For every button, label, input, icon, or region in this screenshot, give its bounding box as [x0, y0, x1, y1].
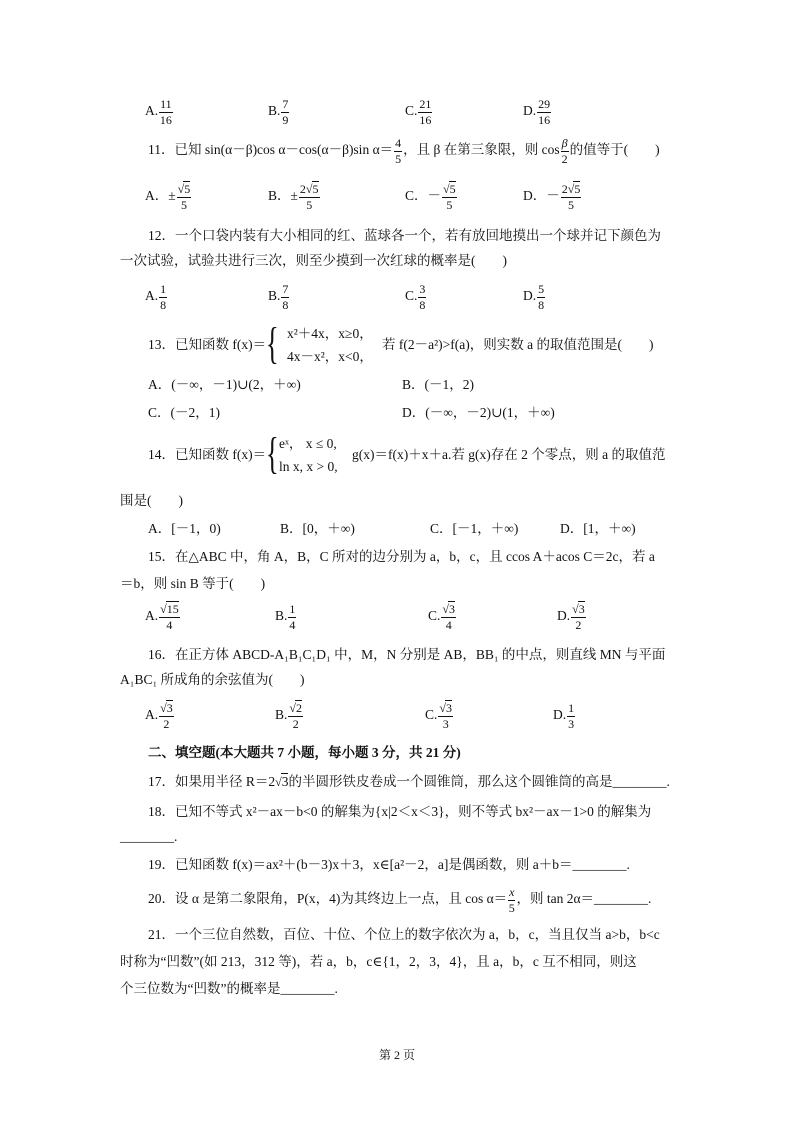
q15-option-d: D. $\frac{√3}{2}$: [557, 602, 585, 632]
q14-option-a: A．[－1，0): [148, 521, 221, 536]
section-heading: 二、填空题(本大题共 7 小题，每小题 3 分，共 21 分): [148, 745, 461, 760]
q13-option-b: B．(－1，2): [402, 377, 474, 392]
q11-option-d: D．－ $\frac{2√5}{5}$: [523, 182, 581, 212]
q15-option-b: B. $\frac{1}{4}$: [275, 602, 296, 632]
q11-option-c: C．－ $\frac{√5}{5}$: [405, 182, 456, 212]
q10-option-d: D. $\frac{29}{16}$: [523, 97, 551, 127]
q16-option-d: D. $\frac{1}{3}$: [553, 701, 575, 731]
q18-line2: ________.: [120, 829, 178, 844]
q12-line1: 12．一个口袋内装有大小相同的红、蓝球各一个，若有放回地摸出一个球并记下颜色为: [148, 228, 661, 243]
q14-stem-prefix: 14．已知函数 f(x)＝: [148, 447, 267, 462]
q15-line1: 15．在△ABC 中，角 A，B，C 所对的边分别为 a，b，c，且 ccos A＋acos C＝2c，若 a: [148, 549, 655, 564]
q16-option-c: C. $\frac{√3}{3}$: [425, 701, 452, 731]
q15-option-c: C. $\frac{√3}{4}$: [428, 602, 455, 632]
q10-option-a: A. $\frac{11}{16}$: [145, 97, 172, 127]
q21-line3: 个三位数为“凹数”的概率是________.: [120, 981, 338, 996]
q10-option-c: C. $\frac{21}{16}$: [405, 97, 432, 127]
q14-case2: ln x, x > 0,: [279, 459, 338, 474]
q17: 17．如果用半径 R＝2√3的半圆形铁皮卷成一个圆锥筒，那么这个圆锥筒的高是________.: [148, 774, 670, 789]
q15-option-a: A. $\frac{√15}{4}$: [145, 602, 179, 632]
q21-line1: 21．一个三位自然数，百位、十位、个位上的数字依次为 a，b，c，当且仅当 a>b，b<c: [148, 927, 660, 942]
q13-option-a: A．(－∞，－1)∪(2，＋∞): [148, 377, 301, 392]
q13-case2: 4x－x²，x<0，: [287, 349, 373, 364]
q12-option-d: D. $\frac{5}{8}$: [523, 282, 545, 312]
q11-option-b: B．± $\frac{2√5}{5}$: [268, 182, 319, 212]
q14-case1: eˣ， x ≤ 0,: [279, 436, 337, 451]
q19: 19．已知函数 f(x)＝ax²＋(b－3)x＋3，x∈[a²－2，a]是偶函数，则 a＋b＝________.: [148, 857, 630, 872]
q21-line2: 时称为“凹数”(如 213，312 等)，若 a，b，c∈{1，2，3，4}，且 a，b，c 互不相同，则这: [120, 954, 637, 969]
q12-line2: 一次试验，试验共进行三次，则至少摸到一次红球的概率是( ): [120, 253, 507, 268]
q12-option-b: B. $\frac{7}{8}$: [268, 282, 289, 312]
q11-stem: 11．已知 sin(α－β)cos α－cos(α－β)sin α＝ $\frac{4}{5}$ ，且 β 在第三象限，则 cos $\frac{\beta}{2}$ 的值等于( ): [148, 136, 660, 166]
q14-option-b: B．[0，＋∞): [280, 521, 355, 536]
q14-option-c: C．[－1，＋∞): [430, 521, 519, 536]
q20: 20．设 α 是第二象限角，P(x，4)为其终边上一点，且 cos α＝ $\frac{x}{5}$ ，则 tan 2α＝________.: [148, 885, 652, 915]
q18-line1: 18．已知不等式 x²－ax－b<0 的解集为{x|2＜x＜3}，则不等式 bx²－ax－1>0 的解集为: [148, 804, 652, 819]
q14-brace: {: [266, 429, 279, 478]
q10-option-b: B. $\frac{7}{9}$: [268, 97, 289, 127]
q11-option-a: A．± $\frac{√5}{5}$: [145, 182, 191, 212]
q14-line2: 围是( ): [120, 493, 183, 508]
q13-option-c: C．(－2，1): [148, 405, 220, 420]
page-number: 第 2 页: [378, 1048, 415, 1062]
q16-line2: A₁BC₁ 所成角的余弦值为( ): [120, 672, 305, 687]
q16-line1: 16．在正方体 ABCD-A₁B₁C₁D₁ 中，M，N 分别是 AB，BB₁ 的中点，则直线 MN 与平面: [148, 647, 666, 662]
q13-stem-prefix: 13．已知函数 f(x)＝: [148, 337, 267, 352]
q13-case1: x²＋4x，x≥0，: [287, 326, 373, 341]
q13-stem-suffix: 若 f(2－a²)>f(a)，则实数 a 的取值范围是( ): [382, 337, 654, 352]
q16-option-a: A. $\frac{√3}{2}$: [145, 701, 173, 731]
q12-option-c: C. $\frac{3}{8}$: [405, 282, 426, 312]
q14-stem-suffix: g(x)＝f(x)＋x＋a.若 g(x)存在 2 个零点，则 a 的取值范: [352, 447, 666, 462]
q15-line2: ＝b，则 sin B 等于( ): [120, 576, 266, 591]
q12-option-a: A. $\frac{1}{8}$: [145, 282, 167, 312]
q13-option-d: D．(－∞，－2)∪(1，＋∞): [402, 405, 555, 420]
q13-brace: {: [266, 319, 279, 368]
q16-option-b: B. $\frac{√2}{2}$: [275, 701, 302, 731]
q14-option-d: D．[1，＋∞): [560, 521, 636, 536]
